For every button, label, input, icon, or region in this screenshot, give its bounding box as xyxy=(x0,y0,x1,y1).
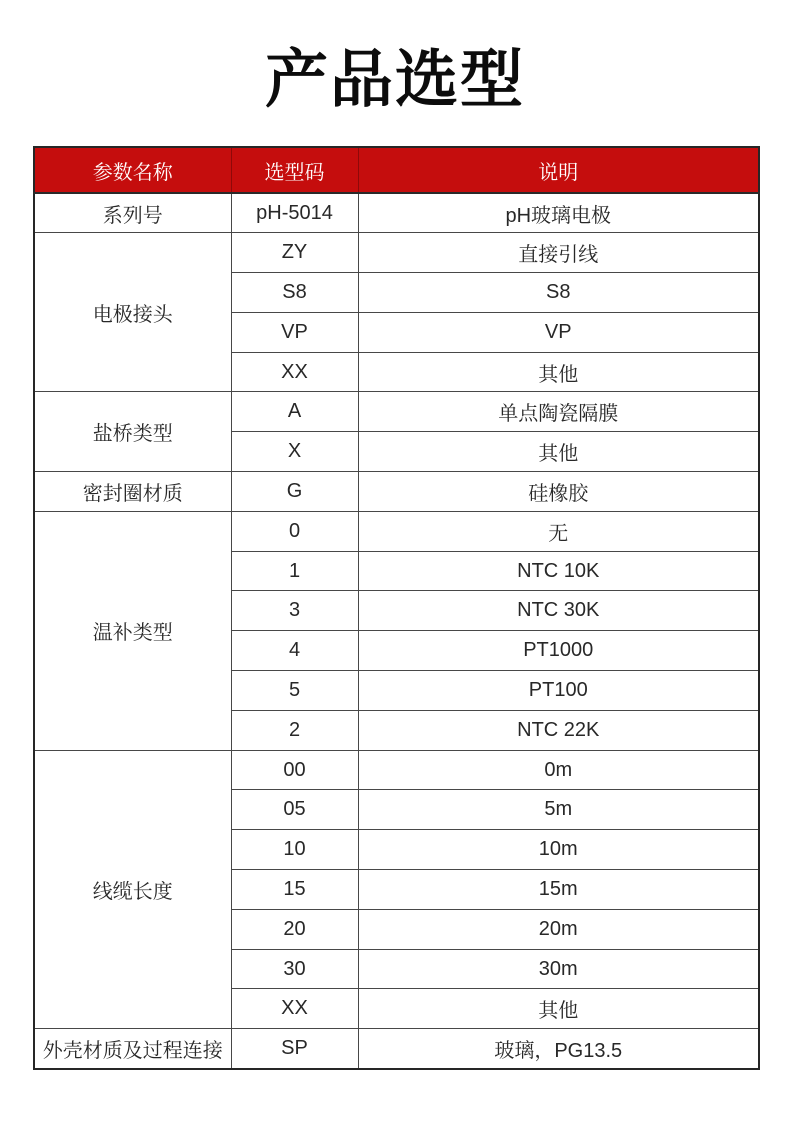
description-cell: 硅橡胶 xyxy=(358,472,759,512)
description-cell: 10m xyxy=(358,830,759,870)
selection-code-cell: 3 xyxy=(231,591,358,631)
selection-code-cell: G xyxy=(231,472,358,512)
selection-code-cell: 00 xyxy=(231,750,358,790)
product-selection-table xyxy=(33,146,760,1070)
description-cell: 5m xyxy=(358,790,759,830)
description-cell: 玻璃，PG13.5 xyxy=(358,1029,759,1069)
selection-code-cell: A xyxy=(231,392,358,432)
selection-code-cell: VP xyxy=(231,312,358,352)
selection-code-cell: 30 xyxy=(231,949,358,989)
selection-code-cell: ZY xyxy=(231,233,358,273)
table-row xyxy=(34,1029,759,1069)
selection-code-cell: 15 xyxy=(231,870,358,910)
col-header-selection-code: 选型码 xyxy=(231,147,358,193)
description-cell: S8 xyxy=(358,273,759,313)
parameter-name-cell: 温补类型 xyxy=(34,511,231,750)
parameter-name-cell: 系列号 xyxy=(34,193,231,233)
selection-code-cell: 4 xyxy=(231,631,358,671)
parameter-name-cell: 电极接头 xyxy=(34,233,231,392)
description-cell: VP xyxy=(358,312,759,352)
description-cell: 单点陶瓷隔膜 xyxy=(358,392,759,432)
table-body xyxy=(34,193,759,1069)
selection-code-cell: pH-5014 xyxy=(231,193,358,233)
parameter-name-cell: 线缆长度 xyxy=(34,750,231,1029)
col-header-description: 说明 xyxy=(358,147,759,193)
description-cell: 直接引线 xyxy=(358,233,759,273)
description-cell: pH玻璃电极 xyxy=(358,193,759,233)
parameter-name-cell: 密封圈材质 xyxy=(34,472,231,512)
table-header xyxy=(34,147,759,193)
description-cell: 其他 xyxy=(358,432,759,472)
selection-code-cell: XX xyxy=(231,989,358,1029)
table-row xyxy=(34,233,759,273)
description-cell: 20m xyxy=(358,909,759,949)
table-row xyxy=(34,193,759,233)
selection-code-cell: 1 xyxy=(231,551,358,591)
description-cell: 0m xyxy=(358,750,759,790)
selection-code-cell: XX xyxy=(231,352,358,392)
table-row xyxy=(34,472,759,512)
parameter-name-cell: 外壳材质及过程连接 xyxy=(34,1029,231,1069)
table-header-row xyxy=(34,147,759,193)
description-cell: 无 xyxy=(358,511,759,551)
page-title: 产品选型 xyxy=(265,45,525,115)
selection-code-cell: 5 xyxy=(231,671,358,711)
selection-code-cell: 10 xyxy=(231,830,358,870)
description-cell: NTC 22K xyxy=(358,710,759,750)
table-row xyxy=(34,392,759,432)
parameter-name-cell: 盐桥类型 xyxy=(34,392,231,472)
selection-code-cell: X xyxy=(231,432,358,472)
description-cell: NTC 30K xyxy=(358,591,759,631)
description-cell: 其他 xyxy=(358,352,759,392)
description-cell: NTC 10K xyxy=(358,551,759,591)
description-cell: 15m xyxy=(358,870,759,910)
selection-code-cell: SP xyxy=(231,1029,358,1069)
selection-code-cell: 0 xyxy=(231,511,358,551)
description-cell: PT100 xyxy=(358,671,759,711)
col-header-parameter-name: 参数名称 xyxy=(34,147,231,193)
description-cell: PT1000 xyxy=(358,631,759,671)
selection-code-cell: 2 xyxy=(231,710,358,750)
description-cell: 其他 xyxy=(358,989,759,1029)
table-row xyxy=(34,750,759,790)
selection-code-cell: 20 xyxy=(231,909,358,949)
selection-code-cell: S8 xyxy=(231,273,358,313)
selection-code-cell: 05 xyxy=(231,790,358,830)
description-cell: 30m xyxy=(358,949,759,989)
table-row xyxy=(34,511,759,551)
